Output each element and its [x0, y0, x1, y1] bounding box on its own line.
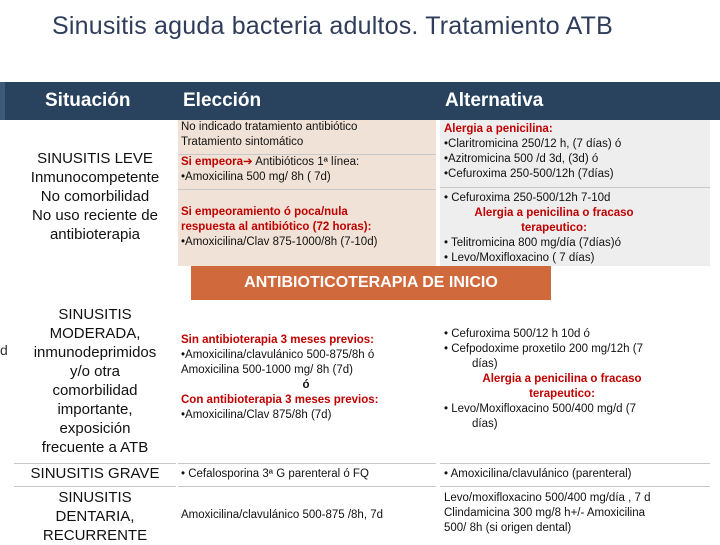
- row3-situacion: [14, 463, 176, 485]
- row1-eleccion-c-line: •Amoxicilina/Clav 875-1000/8h (7-10d): [181, 236, 378, 248]
- row2-situacion-line: importante,: [57, 401, 133, 418]
- row1-alternativa-a-title: Alergia a penicilina:: [444, 123, 553, 135]
- row2-eleccion: [178, 303, 436, 463]
- row2-eleccion-line: Amoxicilina 500-1000 mg/ 8h (7d): [181, 364, 353, 376]
- row2-situacion-line: SINUSITIS: [58, 306, 132, 323]
- row2-alternativa-line: • Cefuroxima 500/12 h 10d ó: [444, 328, 590, 340]
- row4-situacion-line: RECURRENTE: [42, 527, 148, 544]
- row1-situacion-line: No comorbilidad: [40, 188, 150, 205]
- row1-eleccion-b-title: Si empeora: [181, 156, 243, 168]
- row4-situacion-line: DENTARIA,: [55, 508, 135, 525]
- row2-situacion-line: exposición: [59, 420, 131, 437]
- header-alternativa: Alternativa: [445, 90, 544, 111]
- row3-situacion-text: SINUSITIS GRAVE: [30, 465, 160, 482]
- row1-alternativa-b-title: Alergia a penicilina o fracaso: [474, 207, 634, 219]
- row1-alternativa-b-title: terapeutico:: [521, 222, 587, 234]
- slide-title: Sinusitis aguda bacteria adultos. Tratamiento ATB: [52, 12, 614, 40]
- row1-eleccion-b-rest: Antibióticos 1ª línea:: [252, 156, 360, 168]
- row4-alternativa-line: Levo/moxifloxacino 500/400 mg/día , 7 d: [444, 492, 651, 504]
- row1-alternativa-a: [440, 120, 710, 187]
- row2-eleccion-line: •Amoxicilina/clavulánico 500-875/8h ó: [181, 349, 375, 361]
- row4-situacion-line: SINUSITIS: [58, 489, 132, 506]
- row1-alternativa-a-line: •Cefuroxima 250-500/12h (7días): [444, 168, 614, 180]
- row1-eleccion-b: [178, 155, 436, 189]
- row2-situacion-line: comorbilidad: [52, 382, 138, 399]
- row1-alternativa-b-line: • Levo/Moxifloxacino ( 7 días): [444, 252, 595, 264]
- row2-alternativa-title: Alergia a penicilina o fracaso: [482, 373, 642, 385]
- row2-situacion: [14, 303, 176, 463]
- row1-situacion-line: SINUSITIS LEVE: [37, 150, 153, 167]
- row1-eleccion-c: [178, 190, 436, 266]
- header-situacion: Situación: [45, 90, 131, 111]
- row1-alternativa-b-line: • Cefuroxima 250-500/12h 7-10d: [444, 192, 611, 204]
- row4-alternativa: [440, 486, 710, 540]
- row4-situacion: [14, 486, 176, 544]
- row2-alternativa-title: terapeutico:: [529, 388, 595, 400]
- row2-situacion-line: frecuente a ATB: [41, 439, 149, 456]
- row2-situacion-line: y/o otra: [69, 363, 121, 380]
- row2-alternativa-line: días): [472, 358, 498, 370]
- section-banner: ANTIBIOTICOTERAPIA DE INICIO: [191, 266, 551, 300]
- row1-situacion-line: No uso reciente de: [32, 207, 158, 224]
- row1-eleccion-a-line: No indicado tratamiento antibiótico: [181, 121, 358, 133]
- row2-alternativa-line: • Cefpodoxime proxetilo 200 mg/12h (7: [444, 343, 643, 355]
- row1-alternativa-a-line: •Claritromicina 250/12 h, (7 días) ó: [444, 138, 622, 150]
- row1-eleccion-a-line: Tratamiento sintomático: [181, 136, 304, 148]
- row2-alternativa-line: días): [472, 418, 498, 430]
- row1-eleccion-c-title: Si empeoramiento ó poca/nula: [181, 206, 348, 218]
- row4-alternativa-line: Clindamicina 300 mg/8 h+/- Amoxicilina: [444, 507, 646, 519]
- row4-eleccion-text: Amoxicilina/clavulánico 500-875 /8h, 7d: [181, 509, 384, 521]
- row1-eleccion-c-title: respuesta al antibiótico (72 horas):: [181, 221, 372, 233]
- row1-alternativa-b: [440, 188, 710, 266]
- row1-eleccion-b-line: •Amoxicilina 500 mg/ 8h ( 7d): [181, 171, 331, 183]
- row2-situacion-line: MODERADA,: [49, 325, 141, 342]
- row4-alternativa-line: 500/ 8h (si origen dental): [444, 522, 572, 534]
- row2-alternativa: [440, 303, 710, 463]
- row2-alternativa-line: • Levo/Moxifloxacino 500/400 mg/d (7: [444, 403, 636, 415]
- row3-alternativa: [440, 463, 710, 485]
- header-eleccion: Elección: [183, 90, 262, 111]
- row1-alternativa-a-line: •Azitromicina 500 /d 3d, (3d) ó: [444, 153, 599, 165]
- row2-eleccion-line: •Amoxicilina/Clav 875/8h (7d): [181, 409, 332, 421]
- row1-eleccion-a: [178, 120, 436, 154]
- row2-eleccion-title: Sin antibioterapia 3 meses previos:: [181, 334, 375, 346]
- row2-situacion-line: inmunodeprimidos: [33, 344, 157, 361]
- row4-eleccion: [178, 486, 436, 540]
- row2-eleccion-line: ó: [302, 379, 310, 391]
- row1-situacion: [14, 120, 176, 268]
- row1-situacion-line: Inmunocompetente: [30, 169, 160, 186]
- row1-alternativa-b-line: • Telitromicina 800 mg/día (7días)ó: [444, 237, 622, 249]
- row2-eleccion-title: Con antibioterapia 3 meses previos:: [181, 394, 379, 406]
- header-left-edge: [0, 82, 5, 120]
- table-header-row: [0, 82, 720, 120]
- row1-situacion-line: antibioterapia: [49, 226, 141, 243]
- left-edge-text: d: [0, 342, 8, 358]
- row3-eleccion-text: • Cefalosporina 3ª G parenteral ó FQ: [181, 468, 369, 480]
- row3-alternativa-text: • Amoxicilina/clavulánico (parenteral): [444, 468, 632, 480]
- arrow-right-icon: ➔: [243, 156, 253, 168]
- row3-eleccion: [178, 463, 436, 485]
